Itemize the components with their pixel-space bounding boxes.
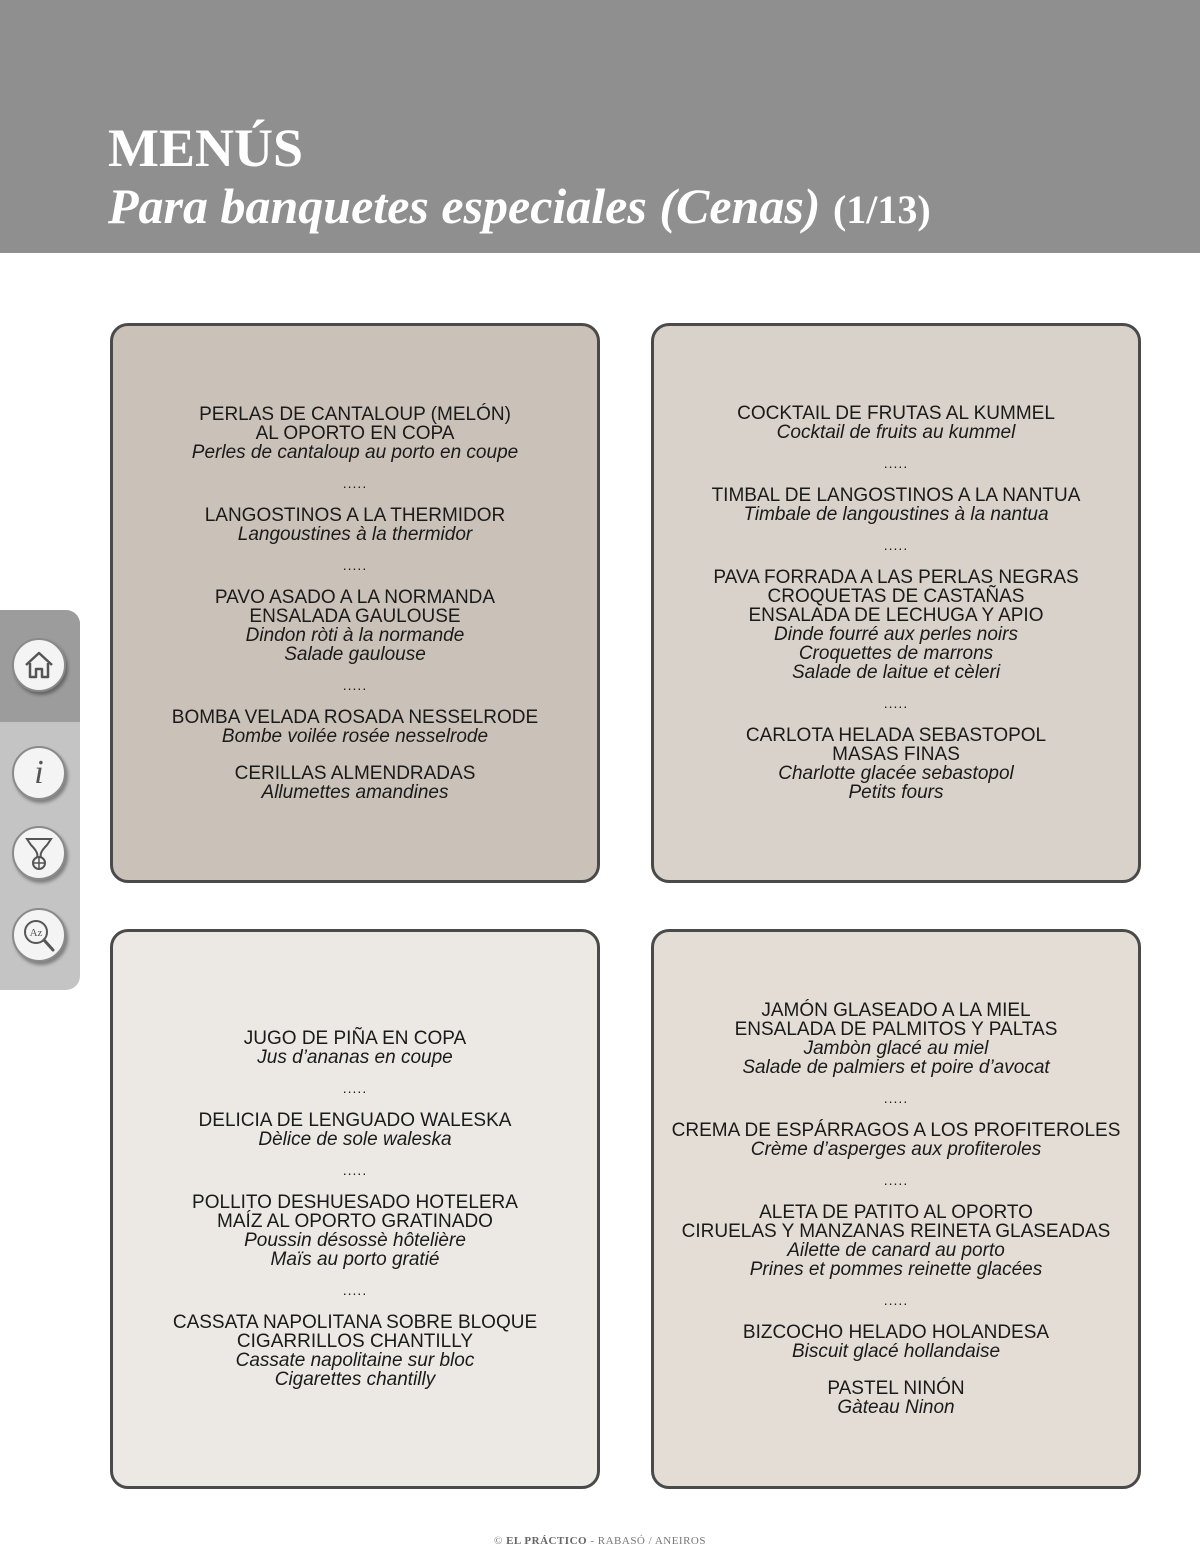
course-name-es: JAMÓN GLASEADO A LA MIEL: [761, 1000, 1031, 1021]
course-name-fr: Cigarettes chantilly: [274, 1369, 436, 1390]
course-name-es: CERILLAS ALMENDRADAS: [234, 762, 476, 784]
menu-course: [654, 1379, 1138, 1417]
menu-card-2: [651, 323, 1141, 883]
course-name-es: BIZCOCHO HELADO HOLANDESA: [742, 1322, 1050, 1343]
course-separator: .....: [883, 455, 909, 471]
menu-list: [113, 1029, 597, 1389]
course-name-fr: Timbale de langoustines à la nantua: [743, 504, 1049, 525]
course-name-es: CIRUELAS Y MANZANAS REINETA GLASEADAS: [681, 1221, 1111, 1242]
course-separator: .....: [342, 1080, 368, 1096]
course-separator: .....: [342, 1282, 368, 1298]
course-name-es: CROQUETAS DE CASTAÑAS: [767, 586, 1025, 607]
course-name-es: ENSALADA DE LECHUGA Y APIO: [748, 605, 1044, 626]
course-separator: .....: [883, 1172, 909, 1188]
course-name-es: ALETA DE PATITO AL OPORTO: [759, 1202, 1033, 1223]
course-gap: [113, 746, 597, 764]
az-search-icon: [20, 916, 58, 954]
menu-course: [113, 1313, 597, 1389]
course-name-es: DELICIA DE LENGUADO WALESKA: [198, 1110, 512, 1131]
course-name-es: AL OPORTO EN COPA: [255, 422, 455, 444]
course-name-es: CREMA DE ESPÁRRAGOS A LOS PROFITEROLES: [671, 1120, 1121, 1141]
footer-brand: EL PRÁCTICO: [506, 1535, 588, 1547]
course-name-es: PAVO ASADO A LA NORMANDA: [214, 586, 496, 608]
menu-course: [113, 588, 597, 664]
course-name-es: LANGOSTINOS A LA THERMIDOR: [204, 504, 506, 526]
course-name-es: PASTEL NINÓN: [827, 1378, 965, 1399]
menu-course: [654, 1121, 1138, 1159]
course-name-fr: Dèlice de sole waleska: [258, 1129, 452, 1150]
course-name-fr: Charlotte glacée sebastopol: [778, 763, 1014, 784]
page-counter: (1/13): [832, 187, 931, 232]
course-name-es: CASSATA NAPOLITANA SOBRE BLOQUE: [172, 1312, 538, 1333]
menu-list: [654, 1001, 1138, 1417]
info-button[interactable]: [12, 746, 66, 800]
course-name-fr: Perles de cantaloup au porto en coupe: [191, 441, 519, 463]
course-name-fr: Poussin désossè hôtelière: [244, 1230, 466, 1251]
course-separator: .....: [883, 1292, 909, 1308]
course-name-fr: Bombe voilée rosée nesselrode: [221, 725, 489, 747]
subtitle-text: Para banquetes especiales (Cenas): [108, 178, 821, 234]
menu-card-4: [651, 929, 1141, 1489]
menu-course: [654, 726, 1138, 802]
menu-course: [654, 486, 1138, 524]
menu-course: [113, 1111, 597, 1149]
course-name-fr: Allumettes amandines: [261, 781, 449, 803]
course-name-es: MAÍZ AL OPORTO GRATINADO: [217, 1211, 493, 1232]
course-name-es: COCKTAIL DE FRUTAS AL KUMMEL: [737, 403, 1055, 424]
az-index-button[interactable]: [12, 908, 66, 962]
page-title: MENÚS: [108, 118, 304, 178]
menu-course: [113, 764, 597, 802]
course-name-fr: Salade de palmiers et poire d’avocat: [742, 1057, 1050, 1078]
chef-hat-icon: [21, 833, 57, 873]
course-name-es: JUGO DE PIÑA EN COPA: [243, 1028, 467, 1049]
menu-course: [113, 405, 597, 462]
course-name-es: CIGARRILLOS CHANTILLY: [236, 1331, 474, 1352]
page-footer: [0, 1535, 1200, 1547]
course-name-es: CARLOTA HELADA SEBASTOPOL: [745, 725, 1047, 746]
page-subtitle: [108, 176, 931, 240]
course-name-fr: Croquettes de marrons: [798, 643, 994, 664]
course-name-fr: Cassate napolitaine sur bloc: [235, 1350, 475, 1371]
course-name-es: PAVA FORRADA A LAS PERLAS NEGRAS: [713, 567, 1079, 588]
course-name-fr: Gàteau Ninon: [837, 1397, 955, 1418]
course-name-fr: Maïs au porto gratié: [270, 1249, 440, 1270]
course-name-fr: Dindon ròti à la normande: [245, 624, 465, 646]
course-name-fr: Biscuit glacé hollandaise: [791, 1341, 1001, 1362]
course-separator: .....: [342, 556, 368, 573]
course-name-es: POLLITO DESHUESADO HOTELERA: [192, 1192, 518, 1213]
course-separator: .....: [342, 474, 368, 491]
course-name-es: ENSALADA GAULOUSE: [249, 605, 461, 627]
menu-course: [113, 1193, 597, 1269]
copyright-symbol: ©: [493, 1535, 503, 1547]
course-name-es: PERLAS DE CANTALOUP (MELÓN): [199, 403, 511, 425]
course-separator: .....: [883, 695, 909, 711]
course-name-es: TIMBAL DE LANGOSTINOS A LA NANTUA: [711, 485, 1081, 506]
course-name-fr: Prines et pommes reinette glacées: [749, 1259, 1043, 1280]
course-name-fr: Petits fours: [848, 782, 944, 803]
menu-course: [113, 708, 597, 746]
course-separator: .....: [883, 537, 909, 553]
menu-card-1: [110, 323, 600, 883]
course-separator: .....: [342, 1162, 368, 1178]
az-label: Az: [29, 927, 43, 939]
course-name-es: MASAS FINAS: [832, 744, 960, 765]
footer-authors: - RABASÓ / ANEIROS: [590, 1535, 706, 1547]
course-separator: .....: [342, 676, 368, 693]
info-icon: i: [34, 754, 44, 791]
course-name-fr: Salade gaulouse: [284, 643, 426, 665]
menu-list: [113, 405, 597, 802]
menu-course: [654, 1001, 1138, 1077]
course-gap: [654, 1361, 1138, 1379]
page-header: [0, 0, 1200, 253]
course-name-fr: Jambòn glacé au miel: [803, 1038, 989, 1059]
course-name-fr: Langoustines à la thermidor: [237, 523, 473, 545]
menu-course: [654, 1203, 1138, 1279]
menu-list: [654, 404, 1138, 802]
home-button[interactable]: [12, 638, 66, 692]
menu-course: [113, 1029, 597, 1067]
menu-card-3: [110, 929, 600, 1489]
chef-button[interactable]: [12, 826, 66, 880]
course-name-fr: Cocktail de fruits au kummel: [776, 422, 1016, 443]
side-nav: [0, 610, 80, 990]
course-name-fr: Crème d’asperges aux profiteroles: [750, 1139, 1042, 1160]
course-name-fr: Dinde fourré aux perles noirs: [774, 624, 1018, 645]
course-name-fr: Jus d’ananas en coupe: [257, 1047, 453, 1068]
menu-course: [113, 506, 597, 544]
course-name-es: ENSALADA DE PALMITOS Y PALTAS: [734, 1019, 1058, 1040]
menu-course: [654, 1323, 1138, 1361]
course-separator: .....: [883, 1090, 909, 1106]
course-name-es: BOMBA VELADA ROSADA NESSELRODE: [171, 706, 539, 728]
course-name-fr: Salade de laitue et cèleri: [791, 662, 1001, 683]
home-icon: [21, 647, 57, 683]
course-name-fr: Ailette de canard au porto: [787, 1240, 1005, 1261]
menu-course: [654, 404, 1138, 442]
menu-course: [654, 568, 1138, 682]
